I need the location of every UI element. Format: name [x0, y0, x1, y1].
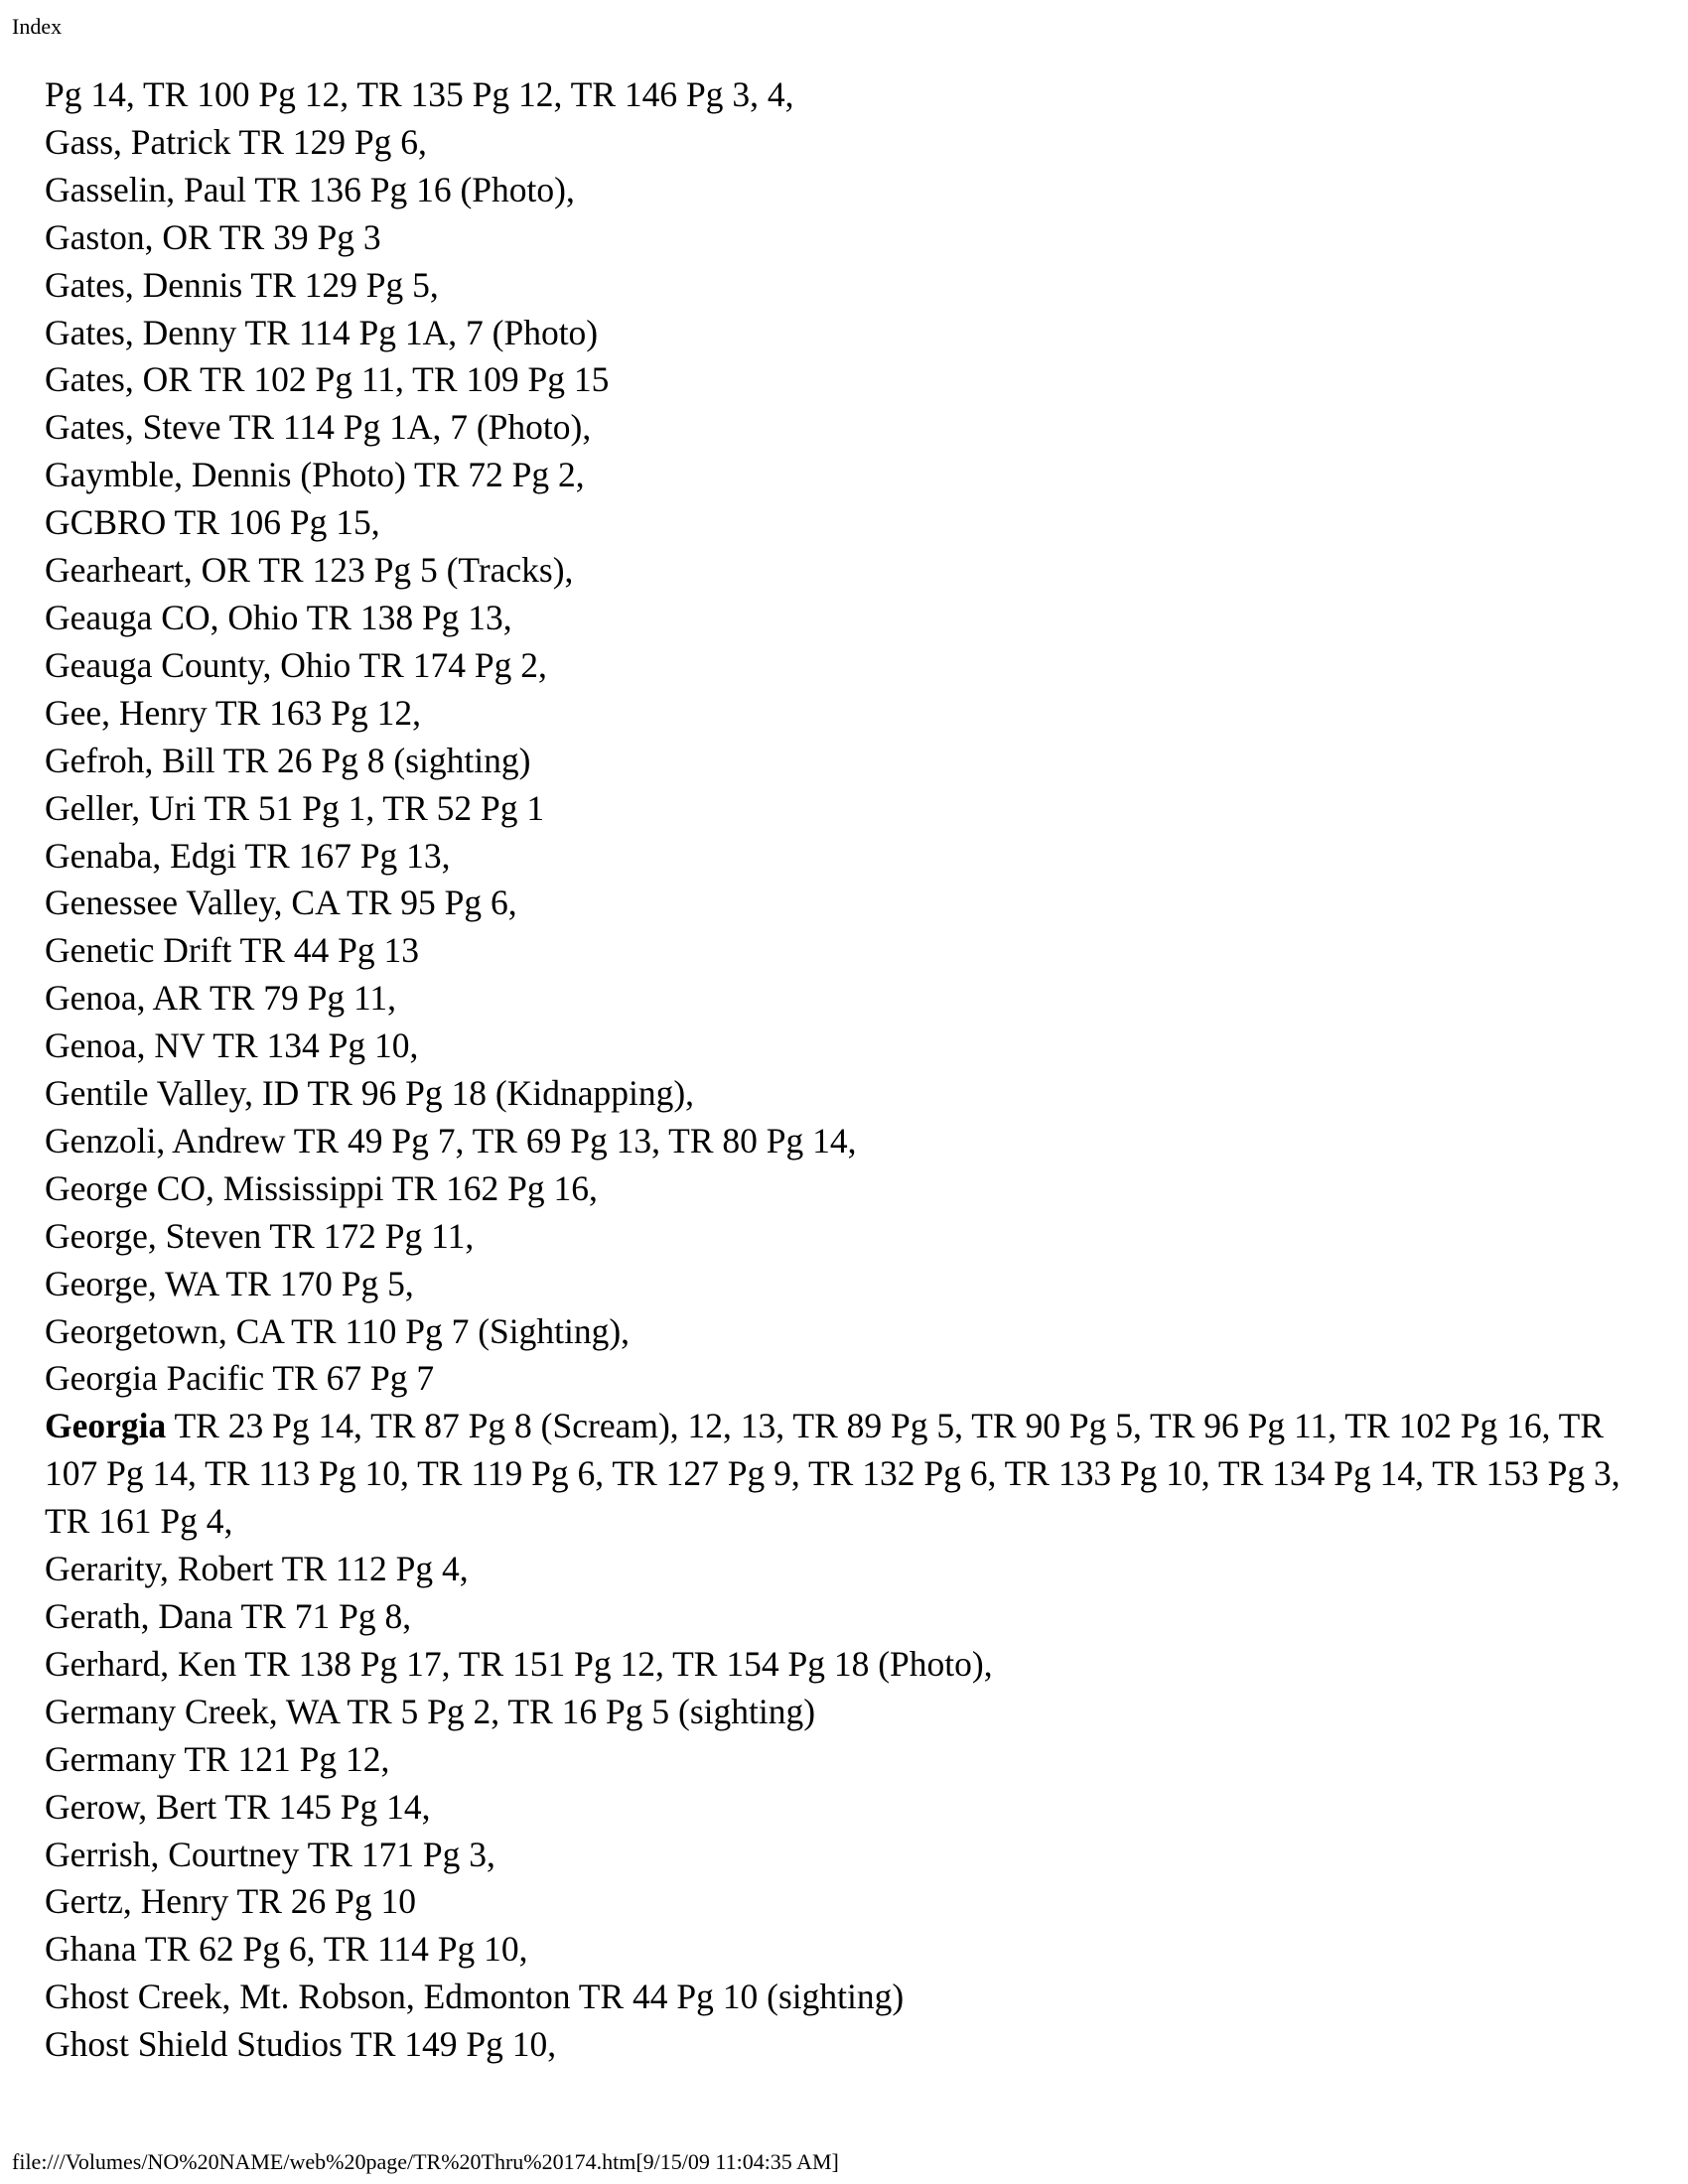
index-entry: Gerhard, Ken TR 138 Pg 17, TR 151 Pg 12, TR 154 Pg 18 (Photo), — [45, 1643, 993, 1684]
index-entry: Gasselin, Paul TR 136 Pg 16 (Photo), — [45, 169, 575, 209]
index-entry-georgia — [45, 1403, 1658, 1546]
page-header-title: Index — [12, 14, 63, 39]
index-entry: Gertz, Henry TR 26 Pg 10 — [45, 1881, 417, 1922]
index-entry: Ghana TR 62 Pg 6, TR 114 Pg 10, — [45, 1929, 528, 1970]
page-footer-url: file:///Volumes/NO%20NAME/web%20page/TR%20Thru%20174.htm[9/15/09 11:04:35 AM] — [12, 2149, 839, 2174]
index-entry: Germany TR 121 Pg 12, — [45, 1738, 390, 1779]
index-entry: Gates, Denny TR 114 Pg 1A, 7 (Photo) — [45, 312, 599, 352]
index-entry: Gefroh, Bill TR 26 Pg 8 (sighting) — [45, 740, 531, 780]
index-entry: Gaymble, Dennis (Photo) TR 72 Pg 2, — [45, 455, 585, 495]
index-entry: Gates, Dennis TR 129 Pg 5, — [45, 264, 439, 305]
index-entry: Germany Creek, WA TR 5 Pg 2, TR 16 Pg 5 (sighting) — [45, 1691, 816, 1731]
index-entry: George, WA TR 170 Pg 5, — [45, 1263, 414, 1303]
index-entry: Geauga CO, Ohio TR 138 Pg 13, — [45, 597, 512, 637]
index-entry-list — [45, 71, 1658, 2069]
index-entry: Gates, Steve TR 114 Pg 1A, 7 (Photo), — [45, 407, 592, 448]
index-entry: Ghost Creek, Mt. Robson, Edmonton TR 44 Pg 10 (sighting) — [45, 1977, 905, 2017]
index-entry: Georgetown, CA TR 110 Pg 7 (Sighting), — [45, 1310, 631, 1351]
index-entry: Genessee Valley, CA TR 95 Pg 6, — [45, 883, 517, 923]
index-entry: Geller, Uri TR 51 Pg 1, TR 52 Pg 1 — [45, 787, 545, 828]
index-entry: Gee, Henry TR 163 Pg 12, — [45, 692, 421, 733]
index-entry: George, Steven TR 172 Pg 11, — [45, 1215, 475, 1256]
index-entry: GCBRO TR 106 Pg 15, — [45, 502, 380, 543]
index-entry: Georgia Pacific TR 67 Pg 7 — [45, 1358, 435, 1399]
index-entry: Gearheart, OR TR 123 Pg 5 (Tracks), — [45, 550, 574, 591]
index-entry-references: TR 23 Pg 14, TR 87 Pg 8 (Scream), 12, 13, TR 89 Pg 5, TR 90 Pg 5, TR 96 Pg 11, TR 102 Pg 16, TR 107 Pg 14, TR 113 Pg 10, TR 119 Pg 6, TR 127 Pg 9, TR 132 Pg 6, TR 133 Pg 10, TR 134 Pg 14, TR 153 Pg 3, TR 161 Pg 4, — [45, 1406, 1620, 1542]
index-entry-heading: Georgia — [45, 1406, 167, 1446]
index-entry: Genoa, NV TR 134 Pg 10, — [45, 1025, 419, 1066]
index-entry: Genaba, Edgi TR 167 Pg 13, — [45, 835, 451, 876]
index-entry: Genoa, AR TR 79 Pg 11, — [45, 978, 397, 1019]
index-entry: Geauga County, Ohio TR 174 Pg 2, — [45, 644, 547, 685]
index-entry: Ghost Shield Studios TR 149 Pg 10, — [45, 2024, 557, 2065]
index-entry: Gerarity, Robert TR 112 Pg 4, — [45, 1549, 469, 1589]
index-entry: Gerow, Bert TR 145 Pg 14, — [45, 1786, 431, 1827]
index-entry: Pg 14, TR 100 Pg 12, TR 135 Pg 12, TR 146 Pg 3, 4, — [45, 74, 794, 114]
index-entry: Genetic Drift TR 44 Pg 13 — [45, 930, 419, 971]
index-entry: Gerath, Dana TR 71 Pg 8, — [45, 1596, 412, 1636]
index-entry: Genzoli, Andrew TR 49 Pg 7, TR 69 Pg 13, TR 80 Pg 14, — [45, 1120, 857, 1160]
index-entry: Gerrish, Courtney TR 171 Pg 3, — [45, 1834, 495, 1874]
index-entry: Gass, Patrick TR 129 Pg 6, — [45, 121, 427, 162]
index-entry: Gentile Valley, ID TR 96 Pg 18 (Kidnapping), — [45, 1073, 695, 1114]
index-entry: Gates, OR TR 102 Pg 11, TR 109 Pg 15 — [45, 359, 610, 400]
index-entry: George CO, Mississippi TR 162 Pg 16, — [45, 1167, 598, 1208]
index-entry: Gaston, OR TR 39 Pg 3 — [45, 216, 381, 257]
